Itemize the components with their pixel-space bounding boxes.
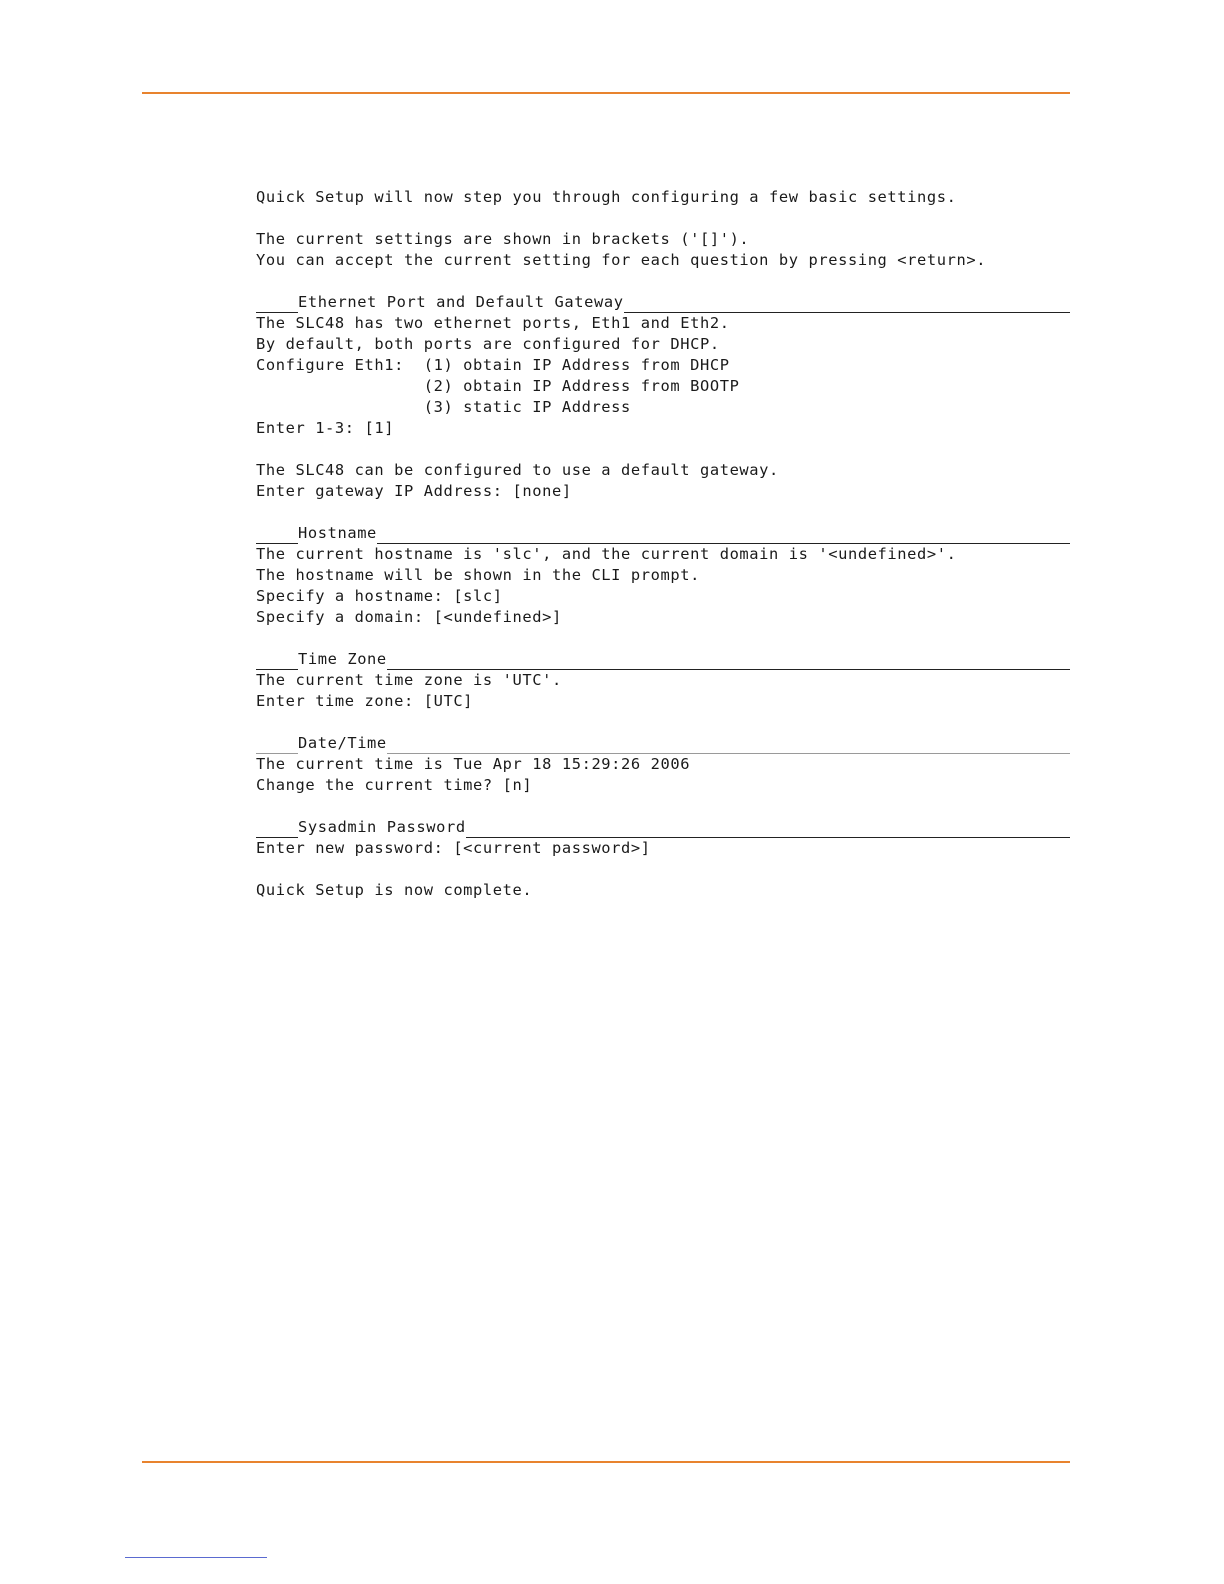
transcript-line: Enter gateway IP Address: [none] bbox=[256, 482, 572, 500]
section-heading-datetime bbox=[256, 733, 1070, 754]
quick-setup-transcript bbox=[256, 187, 1070, 901]
section-heading-hostname bbox=[256, 523, 1070, 544]
heading-rule bbox=[256, 293, 298, 313]
heading-text: Hostname bbox=[298, 524, 377, 542]
transcript-line: Specify a hostname: [slc] bbox=[256, 587, 503, 605]
heading-rule bbox=[377, 524, 1070, 544]
transcript-line: (3) static IP Address bbox=[256, 398, 631, 416]
header-rule bbox=[142, 92, 1070, 94]
outro-line: Quick Setup is now complete. bbox=[256, 881, 533, 899]
transcript-line: The SLC48 has two ethernet ports, Eth1 and Eth2. bbox=[256, 314, 730, 332]
transcript-line: The current time is Tue Apr 18 15:29:26 2006 bbox=[256, 755, 691, 773]
transcript-line: The SLC48 can be configured to use a default gateway. bbox=[256, 461, 779, 479]
blank-line bbox=[256, 439, 1070, 460]
heading-rule bbox=[256, 524, 298, 544]
transcript-line: Enter new password: [<current password>] bbox=[256, 839, 651, 857]
intro-line: You can accept the current setting for each question by pressing <return>. bbox=[256, 251, 987, 269]
blank-line bbox=[256, 208, 1070, 229]
transcript-line: Enter 1-3: [1] bbox=[256, 419, 395, 437]
heading-text: Time Zone bbox=[298, 650, 387, 668]
intro-line: The current settings are shown in brackets ('[]'). bbox=[256, 230, 750, 248]
section-heading-password bbox=[256, 817, 1070, 838]
transcript-line: By default, both ports are configured for DHCP. bbox=[256, 335, 720, 353]
transcript-line: The hostname will be shown in the CLI prompt. bbox=[256, 566, 700, 584]
heading-text: Date/Time bbox=[298, 734, 387, 752]
transcript-line: Specify a domain: [<undefined>] bbox=[256, 608, 562, 626]
heading-rule bbox=[256, 818, 298, 838]
heading-rule bbox=[624, 293, 1070, 313]
transcript-line: (2) obtain IP Address from BOOTP bbox=[256, 377, 740, 395]
heading-text: Ethernet Port and Default Gateway bbox=[298, 293, 624, 311]
heading-rule bbox=[256, 650, 298, 670]
transcript-line: Change the current time? [n] bbox=[256, 776, 533, 794]
heading-rule bbox=[466, 818, 1070, 838]
blank-line bbox=[256, 502, 1070, 523]
heading-text: Sysadmin Password bbox=[298, 818, 466, 836]
footnote-separator bbox=[125, 1557, 267, 1558]
transcript-line: Enter time zone: [UTC] bbox=[256, 692, 474, 710]
section-heading-timezone bbox=[256, 649, 1070, 670]
blank-line bbox=[256, 859, 1070, 880]
transcript-line: The current hostname is 'slc', and the current domain is '<undefined>'. bbox=[256, 545, 957, 563]
heading-rule bbox=[256, 734, 298, 754]
transcript-line: Configure Eth1: (1) obtain IP Address from DHCP bbox=[256, 356, 730, 374]
intro-line: Quick Setup will now step you through configuring a few basic settings. bbox=[256, 188, 957, 206]
blank-line bbox=[256, 712, 1070, 733]
transcript-line: The current time zone is 'UTC'. bbox=[256, 671, 562, 689]
section-heading-ethernet bbox=[256, 292, 1070, 313]
blank-line bbox=[256, 796, 1070, 817]
heading-rule bbox=[387, 734, 1070, 754]
blank-line bbox=[256, 628, 1070, 649]
footer-rule bbox=[142, 1461, 1070, 1463]
heading-rule bbox=[387, 650, 1070, 670]
blank-line bbox=[256, 271, 1070, 292]
